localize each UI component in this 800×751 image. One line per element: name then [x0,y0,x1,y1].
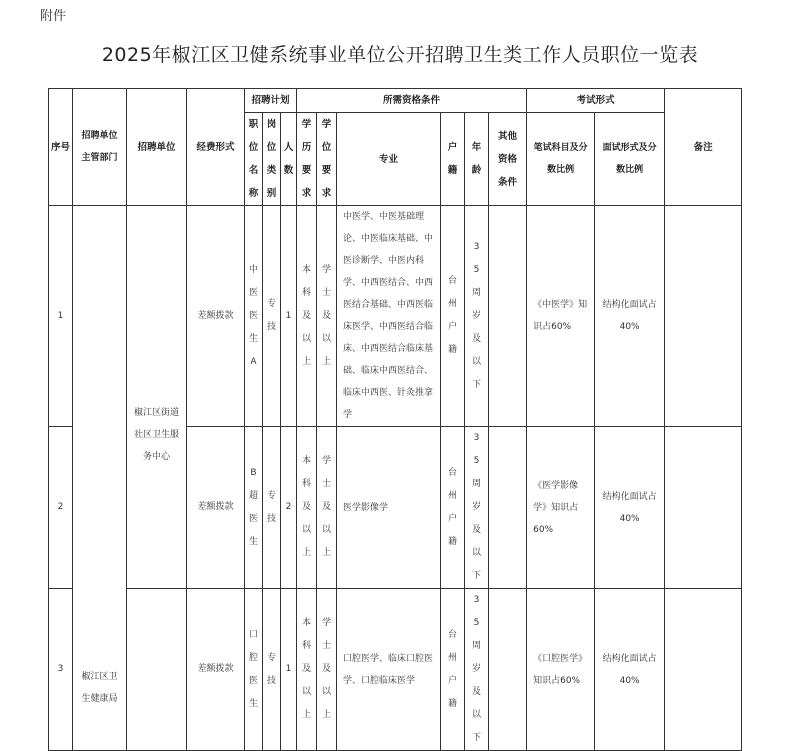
cell-degree: 学 士 及 以 上 [317,589,337,751]
cell-funding: 差额拨款 [187,427,245,589]
cell-interview: 结构化面试占40% [595,427,665,589]
header-plan-group: 招聘计划 [245,89,297,113]
cell-written: 《中医学》知识占60% [527,206,595,427]
cell-post-type: 专 技 [263,589,281,751]
positions-table [48,88,742,751]
header-unit: 招聘单位 [127,89,187,206]
header-education: 学 历 要 求 [297,113,317,206]
cell-seq: 1 [49,206,73,427]
cell-position: 中 医 医 生 A [245,206,263,427]
cell-written: 《口腔医学》知识占60% [527,589,595,751]
cell-age: 3 5 周 岁 及 以 下 [465,427,489,589]
cell-degree: 学 士 及 以 上 [317,206,337,427]
header-count: 人 数 [281,113,297,206]
header-exam-group: 考试形式 [527,89,665,113]
cell-post-type: 专 技 [263,427,281,589]
cell-count: 1 [281,206,297,427]
cell-hukou: 台 州 户 籍 [441,589,465,751]
cell-other [489,206,527,427]
cell-seq: 2 [49,427,73,589]
cell-interview: 结构化面试占40% [595,589,665,751]
cell-age: 3 5 周 岁 及 以 下 [465,206,489,427]
header-dept: 招聘单位主管部门 [73,89,127,206]
cell-count: 2 [281,427,297,589]
cell-position: 口 腔 医 生 [245,589,263,751]
cell-unit-empty [127,589,187,751]
cell-hukou: 台 州 户 籍 [441,427,465,589]
cell-interview: 结构化面试占40% [595,206,665,427]
cell-education: 本 科 及 以 上 [297,589,317,751]
cell-hukou: 台 州 户 籍 [441,206,465,427]
cell-remark [665,206,742,427]
header-seq: 序号 [49,89,73,206]
cell-degree: 学 士 及 以 上 [317,427,337,589]
cell-remark [665,427,742,589]
cell-seq: 3 [49,589,73,751]
attachment-label: 附件 [40,9,67,24]
cell-funding: 差额拨款 [187,589,245,751]
cell-education: 本 科 及 以 上 [297,206,317,427]
cell-major: 医学影像学 [337,427,441,589]
header-position-name: 职 位 名 称 [245,113,263,206]
table-row [49,589,742,751]
header-written: 笔试科目及分数比例 [527,113,595,206]
cell-remark [665,589,742,751]
page-title: 2025年椒江区卫健系统事业单位公开招聘卫生类工作人员职位一览表 [101,44,699,66]
cell-written: 《医学影像学》知识占60% [527,427,595,589]
header-degree: 学 位 要 求 [317,113,337,206]
header-hukou: 户 籍 [441,113,465,206]
cell-count: 1 [281,589,297,751]
header-remark: 备注 [665,89,742,206]
cell-other [489,589,527,751]
header-age: 年 龄 [465,113,489,206]
header-other: 其他 资格 条件 [489,113,527,206]
header-major: 专业 [337,113,441,206]
cell-other [489,427,527,589]
cell-unit: 椒江区街道社区卫生服务中心 [127,206,187,589]
cell-post-type: 专 技 [263,206,281,427]
header-funding: 经费形式 [187,89,245,206]
cell-funding: 差额拨款 [187,206,245,427]
cell-education: 本 科 及 以 上 [297,427,317,589]
cell-age: 3 5 周 岁 及 以 下 [465,589,489,751]
header-req-group: 所需资格条件 [297,89,527,113]
cell-position: B 超 医 生 [245,427,263,589]
header-interview: 面试形式及分数比例 [595,113,665,206]
table-row [49,206,742,427]
header-post-type: 岗 位 类 别 [263,113,281,206]
cell-major: 口腔医学、临床口腔医学、口腔临床医学 [337,589,441,751]
cell-major: 中医学、中医基础理论、中医临床基础、中医诊断学、中医内科学、中西医结合、中西医结合基础、中西医临床医学、中西医结合临床、中西医结合临床基础、临床中西医结合、临床中西医、针灸推拿学 [337,206,441,427]
cell-dept: 椒江区卫生健康局 [73,206,127,751]
